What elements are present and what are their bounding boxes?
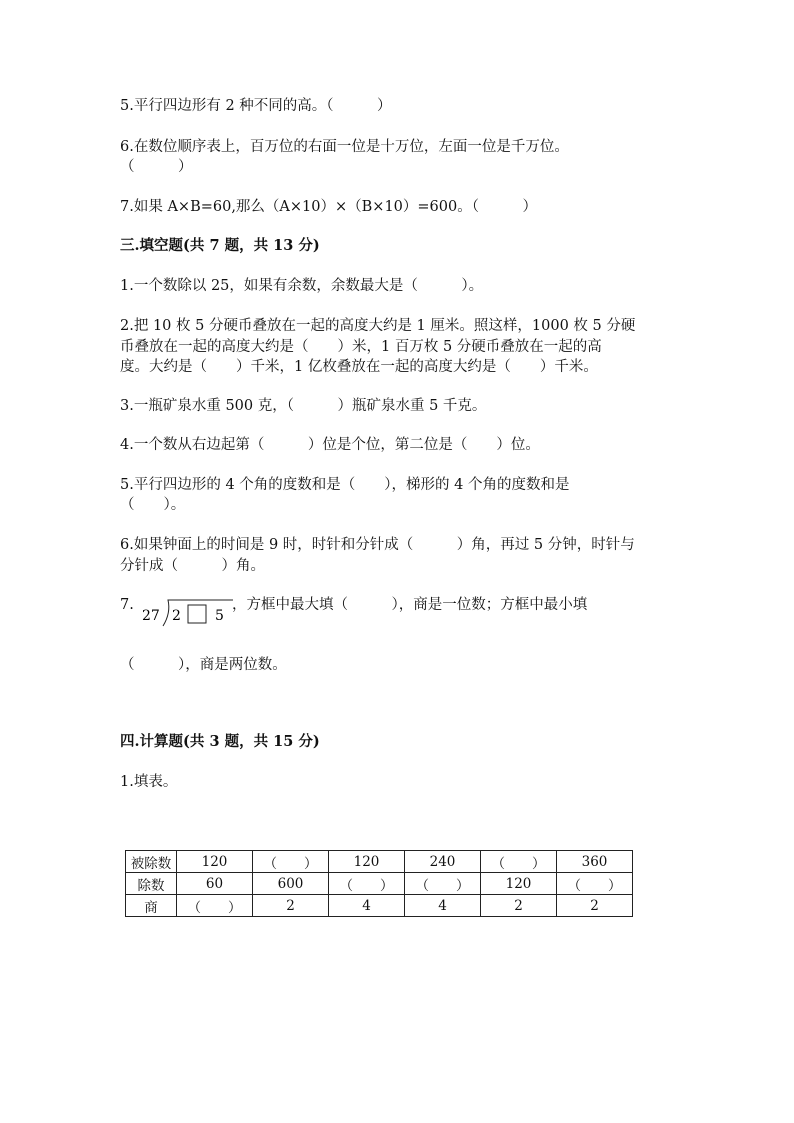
fill-q7-line2: （ ），商是两位数。 (120, 657, 287, 673)
fill-q3: 3.一瓶矿泉水重 500 克，（ ）瓶矿泉水重 5 千克。 (120, 398, 487, 414)
fill-q6-line2: 分针成（ ）角。 (120, 558, 265, 574)
judge-q6-line2: （ ） (120, 159, 193, 175)
fill-q7-text: ，方框中最大填（ ），商是一位数；方框中最小填 (232, 597, 588, 613)
table-cell: 120 (481, 873, 557, 895)
fill-q1: 1.一个数除以 25，如果有余数，余数最大是（ ）。 (120, 278, 484, 294)
section4-title: 四.计算题(共 3 题，共 15 分) (120, 733, 320, 750)
judge-q5: 5.平行四边形有 2 种不同的高。（ ） (120, 98, 392, 114)
fill-q5-line2: （ ）。 (120, 497, 186, 513)
table-cell: （ ） (557, 873, 633, 895)
table-cell: 2 (557, 895, 633, 917)
table-cell: 600 (253, 873, 329, 895)
table-row-divisor (126, 873, 633, 895)
table-cell: （ ） (177, 895, 253, 917)
section3-title: 三.填空题(共 7 题，共 13 分) (120, 237, 320, 254)
table-cell: （ ） (405, 873, 481, 895)
table-row-quotient (126, 895, 633, 917)
judge-q6-line1: 6.在数位顺序表上，百万位的右面一位是十万位，左面一位是千万位。 (120, 139, 569, 155)
fill-q7-number: 7. (120, 597, 134, 613)
calc-q1: 1.填表。 (120, 774, 178, 790)
table-cell: （ ） (481, 851, 557, 873)
long-division-figure (141, 597, 233, 631)
table-row-dividend (126, 851, 633, 873)
fill-q5-line1: 5.平行四边形的 4 个角的度数和是（ ），梯形的 4 个角的度数和是 (120, 477, 570, 493)
table-cell: 120 (329, 851, 405, 873)
division-divisor: 27 (142, 608, 160, 624)
table-cell: 60 (177, 873, 253, 895)
table-cell: 被除数 (126, 851, 177, 873)
fill-q2-line3: 度。大约是（ ）千米，1 亿枚叠放在一起的高度大约是（ ）千米。 (120, 359, 598, 375)
table-cell: 360 (557, 851, 633, 873)
table-cell: 除数 (126, 873, 177, 895)
division-digit-2: 5 (215, 608, 224, 624)
table-cell: 2 (481, 895, 557, 917)
fill-q2-line2: 币叠放在一起的高度大约是（ ）米，1 百万枚 5 分硬币叠放在一起的高 (120, 339, 602, 355)
division-blank-box (188, 605, 206, 623)
division-fill-table (125, 850, 633, 917)
division-digit-1: 2 (172, 608, 181, 624)
table-cell: 4 (405, 895, 481, 917)
fill-q2-line1: 2.把 10 枚 5 分硬币叠放在一起的高度大约是 1 厘米。照这样，1000 枚 5 分硬 (120, 318, 636, 334)
fill-q4: 4.一个数从右边起第（ ）位是个位，第二位是（ ）位。 (120, 437, 540, 453)
table-cell: 4 (329, 895, 405, 917)
fill-q6-line1: 6.如果钟面上的时间是 9 时，时针和分针成（ ）角，再过 5 分钟，时针与 (120, 537, 635, 553)
table-cell: （ ） (329, 873, 405, 895)
table-cell: 2 (253, 895, 329, 917)
judge-q7: 7.如果 A×B=60,那么（A×10）×（B×10）=600。（ ） (120, 199, 537, 215)
table-cell: 240 (405, 851, 481, 873)
table-cell: （ ） (253, 851, 329, 873)
table-cell: 商 (126, 895, 177, 917)
table-cell: 120 (177, 851, 253, 873)
